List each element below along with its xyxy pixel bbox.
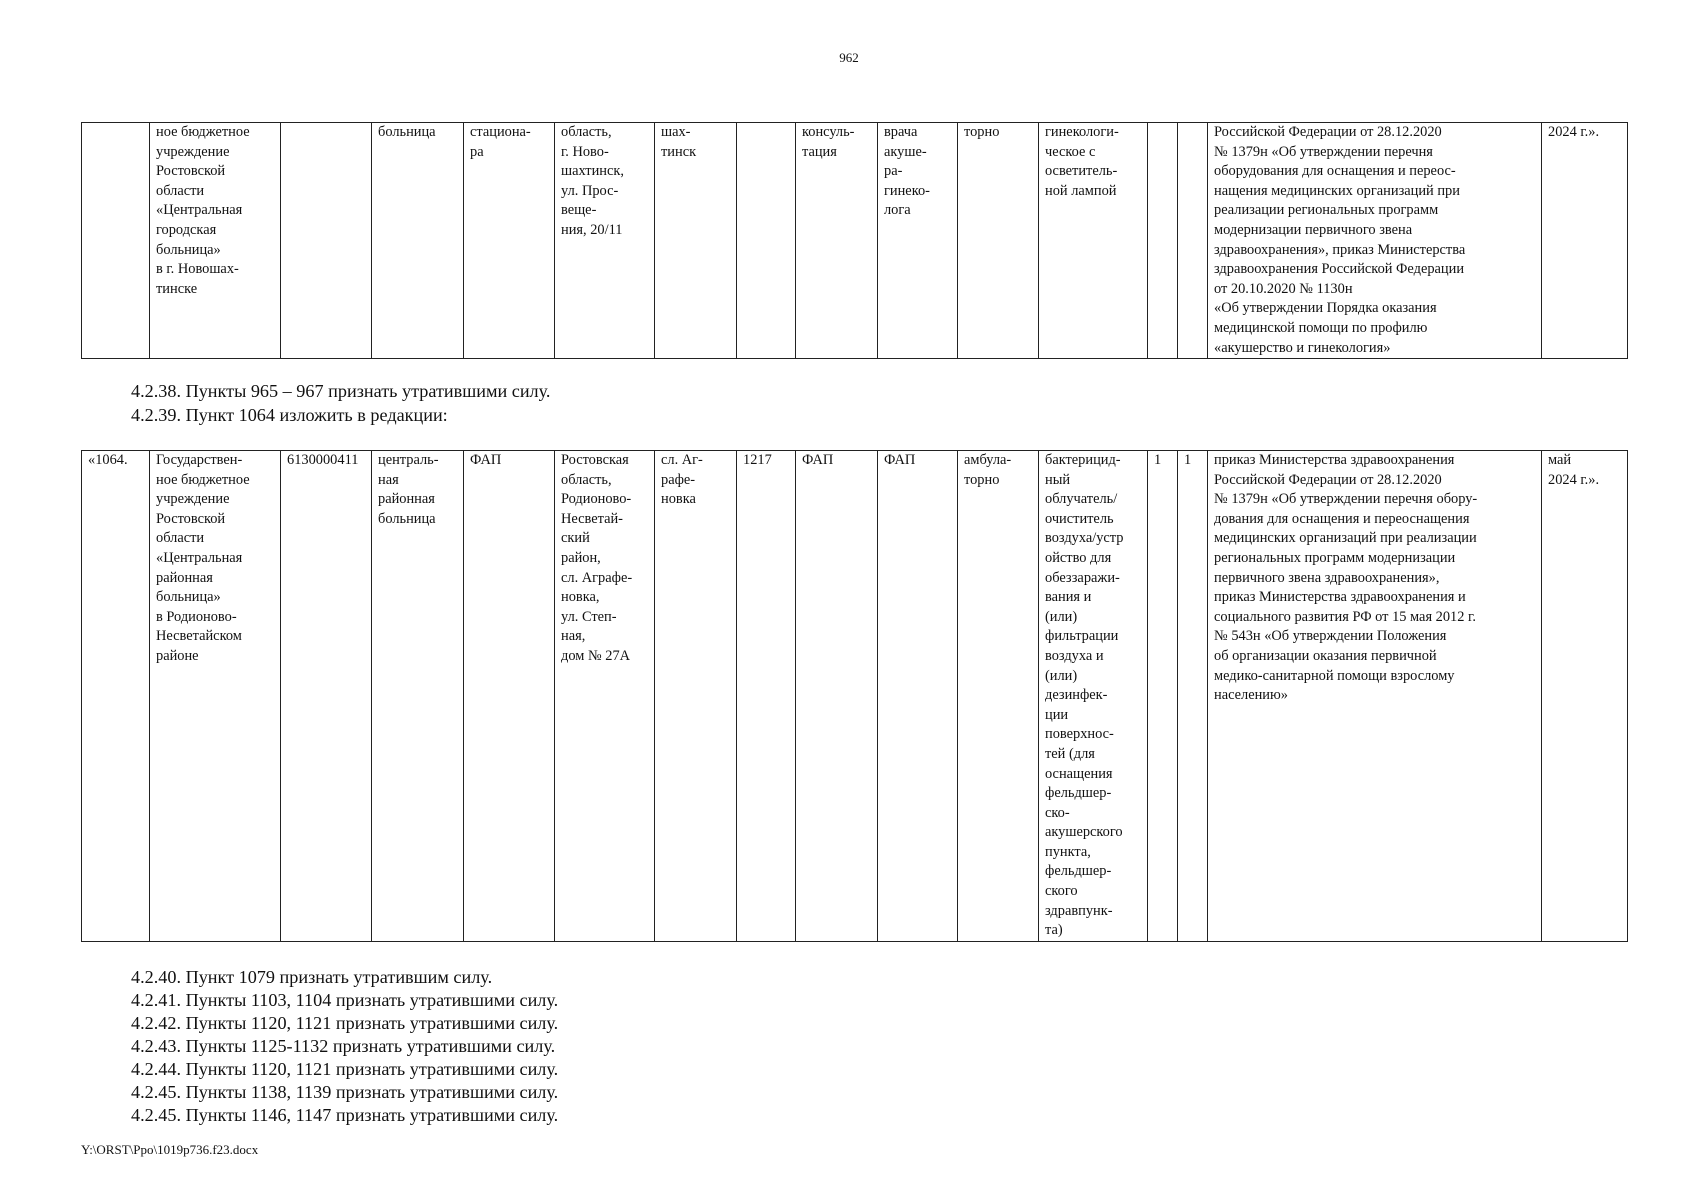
cell-number: «1064. — [82, 451, 150, 942]
cell-address: Ростовская область, Родионово- Несветай- ский район, сл. Аграфе- новка, ул. Степ- ная, дом № 27А — [555, 451, 655, 942]
cell-care-form: торно — [958, 123, 1039, 359]
paragraph-4-2-45-b: 4.2.45. Пункты 1146, 1147 признать утратившими силу. — [131, 1105, 559, 1125]
cell-organization: ное бюджетное учреждение Ростовской области «Центральная городская больница» в г. Новошах- тинске — [150, 123, 281, 359]
table-continuation — [81, 122, 1628, 359]
cell-unit: стациона- ра — [464, 123, 555, 359]
paragraph-4-2-44: 4.2.44. Пункты 1120, 1121 признать утратившими силу. — [131, 1059, 559, 1079]
cell-unit: ФАП — [464, 451, 555, 942]
paragraph-4-2-41: 4.2.41. Пункты 1103, 1104 признать утратившими силу. — [131, 990, 559, 1010]
cell-qty-a: 1 — [1148, 451, 1178, 942]
cell-equipment: бактерицид- ный облучатель/ очиститель воздуха/устр ойство для обеззаражи- вания и (или) фильтрации воздуха и (или) дезинфек- ции поверхнос- тей (для оснащения фельдшер- ско- акушерского пункта, фельдшер- ского здравпунк- та) — [1039, 451, 1148, 942]
cell-subdivision: консуль- тация — [796, 123, 878, 359]
footer-file-path: Y:\ORST\Ppo\1019p736.f23.docx — [81, 1142, 259, 1157]
cell-legal-basis: приказ Министерства здравоохранения Российской Федерации от 28.12.2020 № 1379н «Об утверждении перечня обору- дования для оснащения и переоснащения медицинских организаций при реализации региональных программ модернизации первичного звена здравоохранения», приказ Министерства здравоохранения и социального развития РФ от 15 мая 2012 г. № 543н «Об утверждении Положения об организации оказания первичной медико-санитарной помощи взрослому населению» — [1208, 451, 1542, 942]
table-row — [82, 123, 1628, 359]
table-row — [82, 451, 1628, 942]
cell-code: 1217 — [737, 451, 796, 942]
cell-qty-b: 1 — [1178, 451, 1208, 942]
cell-deadline: май 2024 г.». — [1542, 451, 1628, 942]
cell-cabinet: ФАП — [878, 451, 958, 942]
cell-legal-basis: Российской Федерации от 28.12.2020 № 1379н «Об утверждении перечня оборудования для оснащения и переос- нащения медицинских организаций при реализации региональных программ модернизации первичного звена здравоохранения», приказ Министерства здравоохранения Российской Федерации от 20.10.2020 № 1130н «Об утверждении Порядка оказания медицинской помощи по профилю «акушерство и гинекология» — [1208, 123, 1542, 359]
paragraph-4-2-38: 4.2.38. Пункты 965 – 967 признать утратившими силу. — [131, 381, 551, 401]
cell-org-type: больница — [372, 123, 464, 359]
cell-subdivision: ФАП — [796, 451, 878, 942]
cell-qty-a — [1148, 123, 1178, 359]
cell-organization: Государствен- ное бюджетное учреждение Ростовской области «Центральная районная больница» в Родионово- Несветайском районе — [150, 451, 281, 942]
cell-org-type: централь- ная районная больница — [372, 451, 464, 942]
cell-cabinet: врача акуше- ра- гинеко- лога — [878, 123, 958, 359]
cell-qty-b — [1178, 123, 1208, 359]
paragraph-4-2-39: 4.2.39. Пункт 1064 изложить в редакции: — [131, 405, 448, 425]
cell-number — [82, 123, 150, 359]
paragraph-4-2-40: 4.2.40. Пункт 1079 признать утратившим силу. — [131, 967, 493, 987]
cell-inn: 6130000411 — [281, 451, 372, 942]
cell-locality: шах- тинск — [655, 123, 737, 359]
cell-equipment: гинекологи- ческое с осветитель- ной лампой — [1039, 123, 1148, 359]
cell-inn — [281, 123, 372, 359]
cell-care-form: амбула- торно — [958, 451, 1039, 942]
cell-address: область, г. Ново- шахтинск, ул. Прос- веще- ния, 20/11 — [555, 123, 655, 359]
cell-code — [737, 123, 796, 359]
cell-locality: сл. Аг- рафе- новка — [655, 451, 737, 942]
paragraph-4-2-43: 4.2.43. Пункты 1125-1132 признать утратившими силу. — [131, 1036, 556, 1056]
cell-deadline: 2024 г.». — [1542, 123, 1628, 359]
paragraph-4-2-42: 4.2.42. Пункты 1120, 1121 признать утратившими силу. — [131, 1013, 559, 1033]
paragraph-4-2-45: 4.2.45. Пункты 1138, 1139 признать утратившими силу. — [131, 1082, 559, 1102]
page-number: 962 — [839, 50, 859, 65]
table-item-1064 — [81, 450, 1628, 942]
